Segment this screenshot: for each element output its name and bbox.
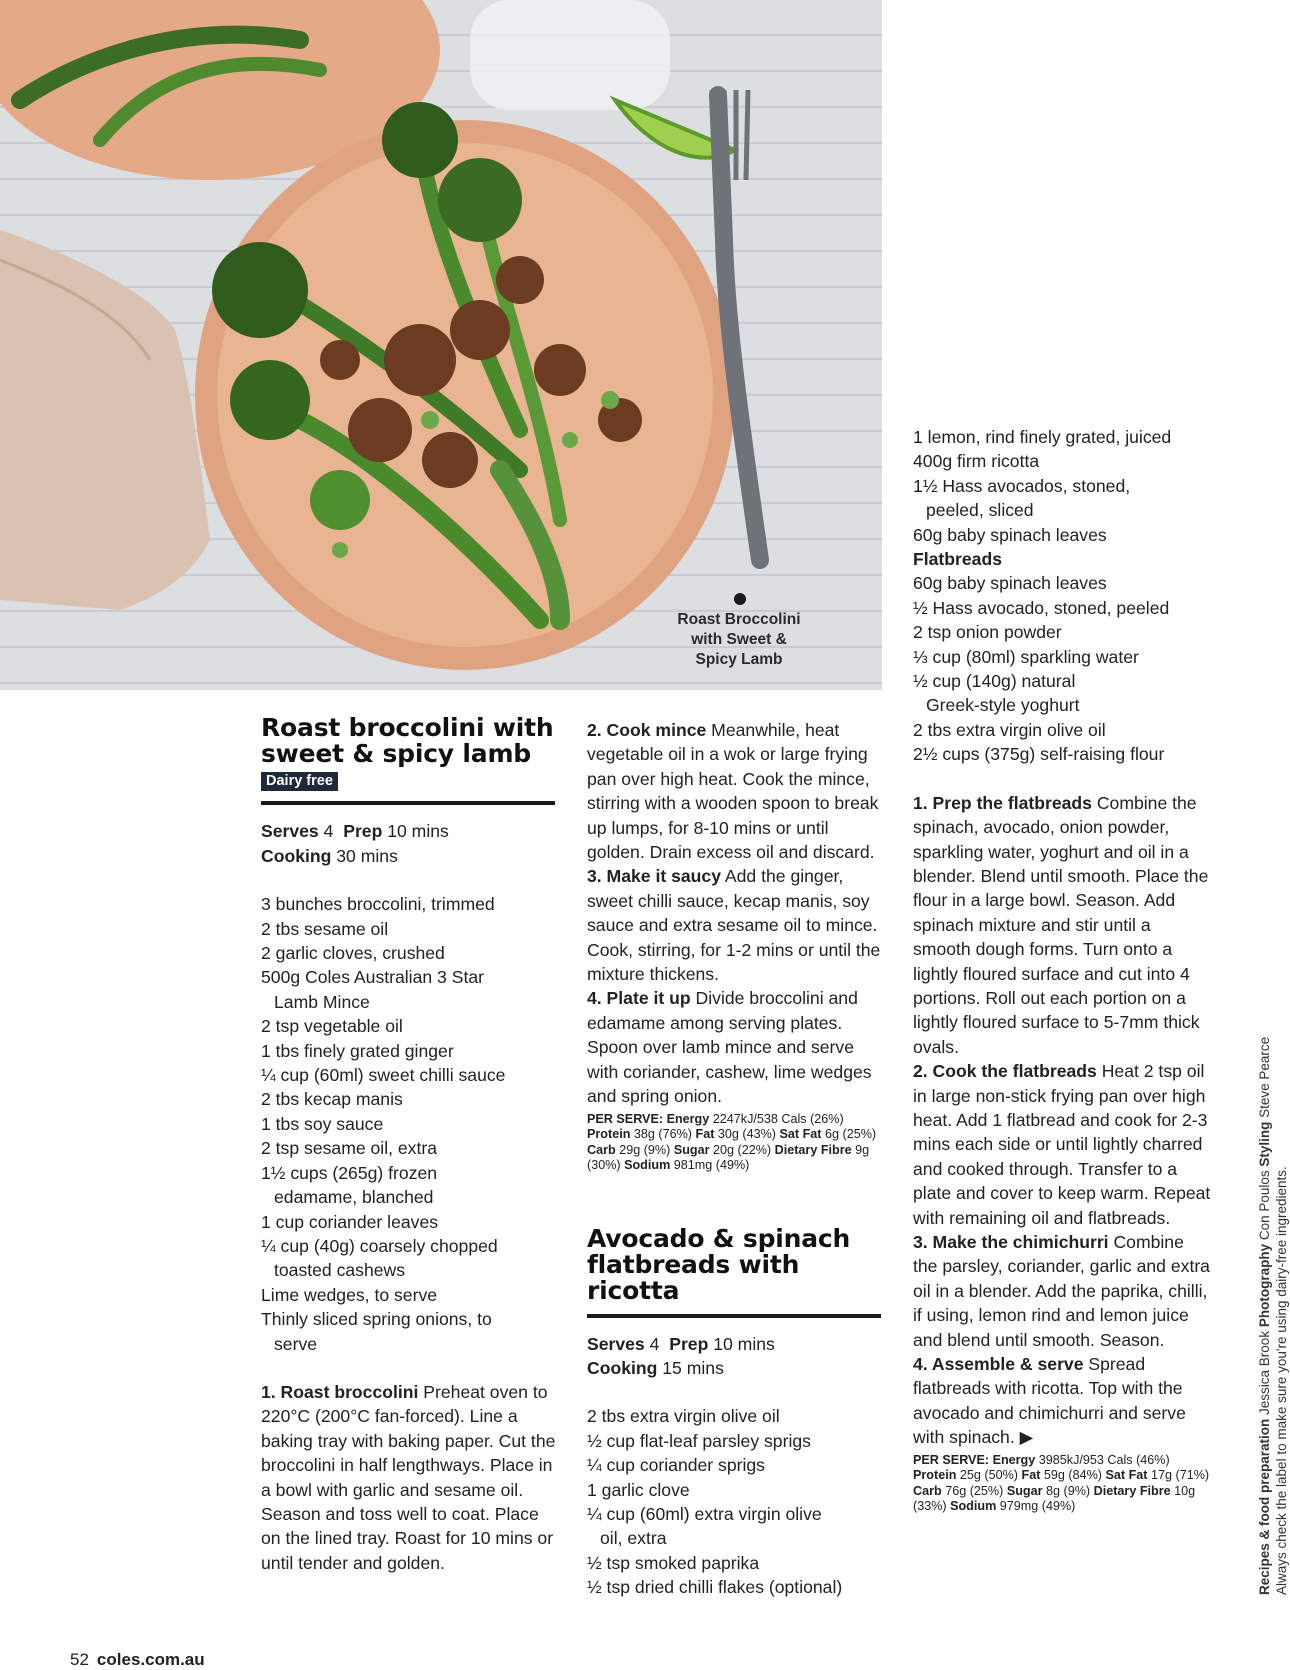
recipe1-step-1 (261, 1380, 561, 1575)
ingredient: 1 garlic clove (587, 1479, 690, 1500)
ingredient: ½ cup flat-leaf parsley sprigs (587, 1430, 811, 1451)
ingredient: 1 tbs soy sauce (261, 1113, 384, 1134)
nutrient-name: Dietary Fibre (1093, 1483, 1171, 1498)
caption-line: Spicy Lamb (695, 651, 783, 668)
nutrient-name: Protein (913, 1468, 957, 1483)
nutrient-value: 8g (9%) (1042, 1483, 1094, 1498)
ingredient: 60g baby spinach leaves (913, 573, 1107, 594)
step-heading: 4. Plate it up (587, 988, 691, 1009)
nutrient-value: 6g (25%) (821, 1127, 877, 1141)
nutrient-name: Sodium (950, 1499, 997, 1514)
step-text: Combine the spinach, avocado, onion powder, sparkling water, yoghurt and oil in a blender. Blend until smooth. Place the flour in a large bowl. Season. Add spinach mixture and stir until a smooth dough forms. Turn onto a lightly floured surface and cut into 4 portions. Roll out each portion on a lightly floured surface to 5-7mm thick ovals. (913, 792, 1209, 1057)
step-text: Divide broccolini and edamame among serving plates. Spoon over lamb mince and serve with coriander, cashew, lime wedges and spring onion. (587, 988, 872, 1107)
ingredient: Thinly sliced spring onions, to serve (261, 1309, 492, 1354)
website-link[interactable]: coles.com.au (96, 1650, 205, 1669)
nutrient-name: Sat Fat (1105, 1468, 1148, 1483)
flatbread-ingredients (913, 571, 1213, 766)
ingredient: ½ Hass avocado, stoned, peeled (913, 597, 1170, 618)
step-text: Meanwhile, heat vegetable oil in a wok or large frying pan over high heat. Cook the mince, stirring with a wooden spoon to break up lumps, for 8-10 mins or until golden. Drain excess oil and discard. (587, 720, 879, 863)
prep-label: Prep (343, 821, 383, 842)
nutrient-name: Sodium (624, 1158, 671, 1172)
title-line: flatbreads with ricotta (587, 1249, 800, 1305)
recipe1-step-3 (587, 864, 887, 986)
cooking-label: Cooking (261, 845, 332, 866)
step-text: Add the ginger, sweet chilli sauce, kecap manis, soy sauce and extra sesame oil to mince. Cook, stirring, for 1-2 mins or until the mixture thickens. (587, 866, 881, 985)
recipe1-ingredients (261, 892, 561, 1356)
ingredient: 2 tsp onion powder (913, 622, 1062, 643)
recipe2-step-1 (913, 791, 1213, 1059)
flatbreads-heading: Flatbreads (913, 549, 1002, 570)
ingredient: ½ tsp smoked paprika (587, 1552, 760, 1573)
page-footer (70, 1650, 205, 1670)
recipe2-title (587, 1223, 887, 1305)
step-text: Combine the parsley, coriander, garlic and extra oil in a blender. Add the paprika, chilli, if using, lemon rind and lemon juice and blend until smooth. Season. (913, 1232, 1210, 1350)
ingredient: ½ tsp dried chilli flakes (optional) (587, 1577, 843, 1598)
ingredient: 1 tbs finely grated ginger (261, 1040, 454, 1061)
recipe-column-3 (913, 425, 1213, 1515)
ingredient: 2 tbs kecap manis (261, 1089, 403, 1110)
cooking-value: 30 mins (336, 845, 398, 866)
nutrient-value: 981mg (49%) (670, 1158, 750, 1172)
nutrient-value: 59g (84%) (1040, 1468, 1106, 1483)
ingredient: 500g Coles Australian 3 Star Lamb Mince (261, 967, 484, 1012)
recipe-photo (0, 0, 882, 690)
ingredient: 1 lemon, rind finely grated, juiced (913, 427, 1172, 447)
recipe2-ingredients (587, 1404, 887, 1599)
ingredient: 60g baby spinach leaves (913, 524, 1107, 545)
step-heading: 3. Make the chimichurri (913, 1232, 1109, 1252)
nutrient-value: 10g (33%) (913, 1483, 1196, 1514)
nutrient-value: 9g (30%) (587, 1142, 870, 1172)
title-rule (261, 801, 555, 805)
caption-line: Roast Broccolini (677, 611, 801, 628)
recipe2-step-4 (913, 1352, 1213, 1450)
prep-label: Prep (669, 1333, 709, 1354)
nutrient-value: 2247kJ/538 Cals (26%) (709, 1111, 844, 1126)
ingredient: 1½ Hass avocados, stoned, peeled, sliced (913, 475, 1131, 521)
recipe1-column-1 (261, 715, 561, 1575)
nutrient-value: 30g (43%) (714, 1127, 780, 1141)
recipe1-step-4 (587, 986, 887, 1108)
credit-role: Recipes & food preparation (1257, 1418, 1272, 1595)
ingredient: 2½ cups (375g) self-raising flour (913, 744, 1165, 765)
nutrient-value: 20g (22%) (709, 1142, 775, 1157)
recipe2-step-3 (913, 1230, 1213, 1352)
nutrient-name: Protein (587, 1127, 631, 1141)
credit-person: Jessica Brook (1257, 1327, 1272, 1419)
recipe1-step-2 (587, 718, 887, 864)
step-heading: 2. Cook the flatbreads (913, 1061, 1097, 1082)
nutrient-name: Sat Fat (779, 1127, 822, 1141)
step-heading: 2. Cook mince (587, 720, 707, 740)
title-line: Avocado & spinach (587, 1223, 851, 1253)
ingredient: 3 bunches broccolini, trimmed (261, 894, 495, 915)
nutrient-value: 29g (9%) (615, 1142, 674, 1157)
recipe1-title (261, 715, 561, 767)
nutrient-name: Fat (695, 1127, 715, 1141)
ingredient: ¼ cup coriander sprigs (587, 1455, 765, 1476)
nutrient-name: Carb (913, 1483, 942, 1498)
nutrition-label: PER SERVE: (913, 1452, 990, 1467)
ingredient: 1 cup coriander leaves (261, 1211, 439, 1232)
food-photo-illustration (0, 0, 882, 690)
nutrient-value: 76g (25%) (941, 1483, 1007, 1498)
dietary-badge: Dairy free (261, 772, 338, 791)
ingredient: ¼ cup (60ml) extra virgin olive oil, extra (587, 1503, 822, 1549)
nutrient-value: 979mg (49%) (996, 1499, 1076, 1514)
cooking-label: Cooking (587, 1357, 658, 1378)
ingredient: 2 tbs extra virgin olive oil (587, 1406, 780, 1427)
photo-caption (665, 610, 813, 670)
nutrient-name: Sugar (1006, 1483, 1043, 1498)
title-line: sweet & spicy lamb (261, 739, 531, 768)
credit-role: Styling (1257, 1121, 1272, 1167)
nutrition-label: PER SERVE: (587, 1111, 664, 1126)
ingredient: Lime wedges, to serve (261, 1284, 438, 1305)
nutrient-name: Sugar (673, 1142, 710, 1157)
ingredient: 2 tsp sesame oil, extra (261, 1138, 438, 1159)
serves-label: Serves (587, 1333, 645, 1354)
nutrient-name: Fat (1021, 1468, 1041, 1483)
ingredient: ⅓ cup (80ml) sparkling water (913, 646, 1139, 667)
step-heading: 4. Assemble & serve (913, 1354, 1084, 1375)
nutrient-value: 17g (71%) (1147, 1468, 1210, 1483)
dairy-free-disclaimer: Always check the label to make sure you're using dairy-free ingredients. (1274, 1166, 1289, 1595)
ingredient: 1½ cups (265g) frozen edamame, blanched (261, 1162, 438, 1208)
nutrient-name: Energy (992, 1452, 1036, 1467)
ingredient: 2 tbs sesame oil (261, 918, 389, 939)
serves-value: 4 (649, 1333, 660, 1354)
prep-value: 10 mins (713, 1333, 775, 1354)
recipe2-step-2 (913, 1059, 1213, 1230)
credit-person: Con Poulos (1257, 1166, 1272, 1244)
nutrient-value: 38g (76%) (630, 1127, 696, 1141)
ingredient: ¼ cup (40g) coarsely chopped toasted cashews (261, 1235, 498, 1281)
nutrient-name: Dietary Fibre (774, 1142, 852, 1157)
ingredient: 400g firm ricotta (913, 451, 1040, 472)
ingredient: 2 tsp vegetable oil (261, 1016, 403, 1037)
ingredient: 2 tbs extra virgin olive oil (913, 719, 1106, 740)
recipe2-nutrition (913, 1453, 1213, 1515)
recipe2-meta (587, 1332, 887, 1381)
photo-credits (1256, 995, 1290, 1595)
prep-value: 10 mins (387, 821, 449, 842)
ingredient: 2 garlic cloves, crushed (261, 943, 445, 964)
step-heading: 3. Make it saucy (587, 866, 721, 887)
step-heading: 1. Prep the flatbreads (913, 792, 1092, 813)
caption-line: with Sweet & (691, 631, 787, 648)
step-heading: 1. Roast broccolini (261, 1381, 419, 1402)
recipe1-meta (261, 819, 561, 868)
recipe-column-2 (587, 718, 887, 1600)
title-line: Roast broccolini with (261, 713, 554, 742)
serves-value: 4 (323, 821, 334, 842)
cooking-value: 15 mins (662, 1357, 724, 1378)
step-text: Preheat oven to 220°C (200°C fan-forced). Line a baking tray with baking paper. Cut the broccolini in half lengthways. Place in a bowl with garlic and sesame oil. Season and toss well to coat. Place on the lined tray. Roast for 10 mins or until tender and golden. (261, 1381, 556, 1573)
ingredient: ½ cup (140g) natural Greek-style yoghurt (913, 671, 1080, 716)
recipe2-ingredients-continued (913, 425, 1213, 547)
nutrient-value: 25g (50%) (956, 1468, 1022, 1483)
credit-role: Photography (1257, 1243, 1272, 1328)
nutrient-value: 3985kJ/953 Cals (46%) (1035, 1452, 1170, 1467)
nutrient-name: Energy (666, 1111, 710, 1126)
recipe1-nutrition (587, 1112, 887, 1174)
serves-label: Serves (261, 821, 319, 842)
title-rule (587, 1314, 881, 1318)
ingredient: ¼ cup (60ml) sweet chilli sauce (261, 1065, 506, 1086)
caption-pointer-dot (734, 593, 746, 605)
page-number: 52 (70, 1650, 89, 1669)
credit-person: Steve Pearce (1257, 1036, 1272, 1122)
nutrient-name: Carb (587, 1142, 616, 1157)
step-text: Heat 2 tsp oil in large non-stick frying pan over high heat. Add 1 flatbread and cook for 2-3 mins each side or until lightly charred and cooked through. Transfer to a plate and cover to keep warm. Repeat with remaining oil and flatbreads. (913, 1061, 1211, 1228)
step-text: Spread flatbreads with ricotta. Top with the avocado and chimichurri and serve with spinach. ▶ (913, 1354, 1186, 1448)
